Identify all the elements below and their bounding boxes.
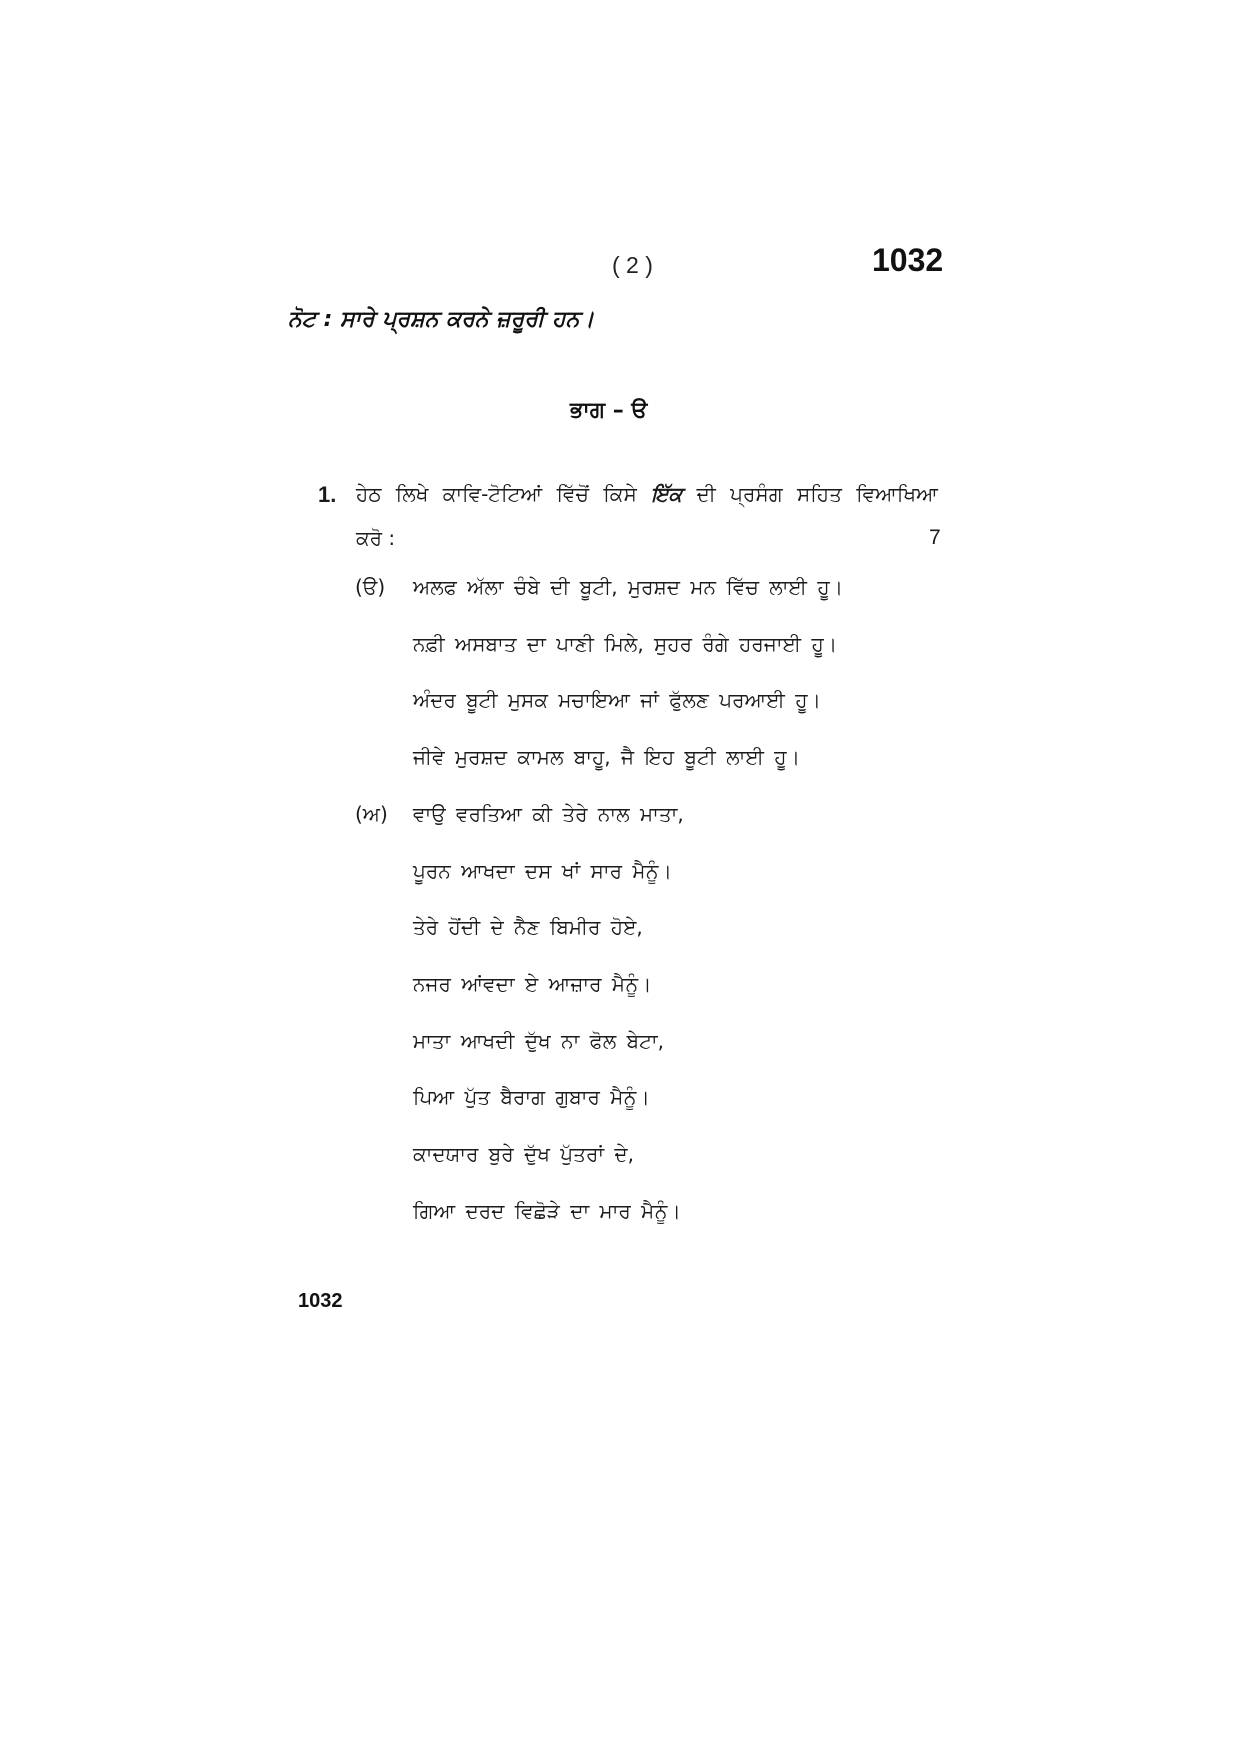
verse-line: ਅਲਫ ਅੱਲਾ ਚੰਬੇ ਦੀ ਬੂਟੀ, ਮੁਰਸ਼ਦ ਮਨ ਵਿੱਚ ਲਾਈ ਹੂ।	[413, 575, 844, 599]
verse-line: ਪਿਆ ਪੁੱਤ ਬੈਰਾਗ ਗੁਬਾਰ ਮੈਨੂੰ।	[413, 1085, 650, 1109]
question-marks: 7	[929, 526, 941, 549]
verse-line: ਜੀਵੇ ਮੁਰਸ਼ਦ ਕਾਮਲ ਬਾਹੂ, ਜੈ ਇਹ ਬੂਟੀ ਲਾਈ ਹੂ।	[413, 745, 801, 769]
verse-line: ਪੂਰਨ ਆਖਦਾ ਦਸ ਖਾਂ ਸਾਰ ਮੈਨੂੰ।	[413, 859, 672, 883]
question-text-start: ਹੇਠ ਲਿਖੇ ਕਾਵਿ-ਟੋਟਿਆਂ ਵਿੱਚੋਂ ਕਿਸੇ	[356, 482, 652, 506]
question-number: 1.	[318, 482, 337, 507]
section-heading: ਭਾਗ – ੳ	[570, 398, 648, 423]
verse-line: ਨਫ਼ੀ ਅਸਬਾਤ ਦਾ ਪਾਣੀ ਮਿਲੇ, ਸੁਹਰ ਰੰਗੇ ਹਰਜਾਈ ਹੂ।	[413, 632, 838, 656]
question-instruction	[356, 482, 950, 506]
question-emphasis: ਇੱਕ	[651, 482, 683, 506]
part-a-label: (ੳ)	[355, 575, 386, 599]
paper-code-header: 1032	[872, 242, 944, 278]
question-text-end: ਦੀ ਪ੍ਰਸੰਗ ਸਹਿਤ ਵਿਆਖਿਆ	[682, 482, 938, 506]
paper-code-footer: 1032	[298, 1290, 343, 1312]
exam-note: ਨੋਟ : ਸਾਰੇ ਪ੍ਰਸ਼ਨ ਕਰਨੇ ਜ਼ਰੂਰੀ ਹਨ।	[288, 307, 595, 332]
page-number: ( 2 )	[612, 252, 653, 278]
verse-line: ਗਿਆ ਦਰਦ ਵਿਛੋੜੇ ਦਾ ਮਾਰ ਮੈਨੂੰ।	[413, 1199, 681, 1223]
verse-line: ਨਜਰ ਆਂਵਦਾ ਏ ਆਜ਼ਾਰ ਮੈਨੂੰ।	[413, 972, 652, 996]
question-instruction-continued: ਕਰੋ :	[356, 526, 396, 550]
part-b-label: (ਅ)	[355, 802, 388, 826]
verse-line: ਵਾਉ ਵਰਤਿਆ ਕੀ ਤੇਰੇ ਨਾਲ ਮਾਤਾ,	[413, 802, 684, 826]
verse-line: ਮਾਤਾ ਆਖਦੀ ਦੁੱਖ ਨਾ ਫੋਲ ਬੇਟਾ,	[413, 1029, 664, 1053]
verse-line: ਕਾਦਯਾਰ ਬੁਰੇ ਦੁੱਖ ਪੁੱਤਰਾਂ ਦੇ,	[413, 1142, 634, 1166]
verse-line: ਅੰਦਰ ਬੂਟੀ ਮੁਸਕ ਮਚਾਇਆ ਜਾਂ ਫੁੱਲਣ ਪਰਆਈ ਹੂ।	[413, 688, 821, 712]
verse-line: ਤੇਰੇ ਹੋਂਦੀ ਦੇ ਨੈਣ ਬਿਮੀਰ ਹੋਏ,	[413, 915, 643, 939]
